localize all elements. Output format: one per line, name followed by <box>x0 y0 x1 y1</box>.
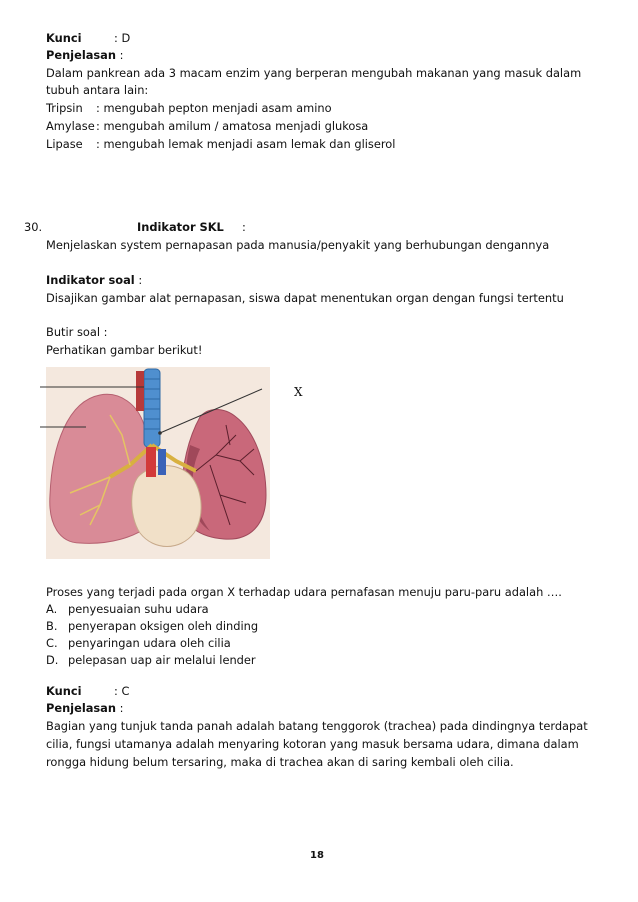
skl-colon: : <box>242 220 246 234</box>
kunci-line <box>46 684 129 698</box>
soal-line <box>46 273 142 287</box>
penjelasan-colon: : <box>115 701 124 715</box>
option-letter: C. <box>46 636 58 650</box>
penjelasan-colon: : <box>115 48 124 62</box>
soal-colon: : <box>138 273 143 287</box>
enzyme-desc: : mengubah amilum / amatosa menjadi glukosa <box>96 119 369 133</box>
option-c <box>46 636 231 650</box>
arrow-dot <box>158 431 162 435</box>
penjelasan-line <box>46 701 123 715</box>
option-text: penyesuaian suhu udara <box>68 602 209 616</box>
explanation-line: cilia, fungsi utamanya adalah menyaring kotoran yang masuk bersama udara, dimana dalam <box>46 737 579 751</box>
enzyme-row <box>46 119 368 133</box>
enzyme-desc: : mengubah pepton menjadi asam amino <box>96 101 332 115</box>
page-number: 18 <box>310 850 324 861</box>
skl-label: Indikator SKL <box>137 220 224 234</box>
penjelasan-label: Penjelasan <box>46 48 116 62</box>
option-a <box>46 602 209 616</box>
explanation-line: Bagian yang tunjuk tanda panah adalah batang tenggorok (trachea) pada dindingnya terdapat <box>46 719 588 733</box>
diagram-label-x: X <box>294 385 303 399</box>
explanation-line: rongga hidung belum tersaring, maka di trachea akan di saring kembali oleh cilia. <box>46 755 514 769</box>
question-text: Proses yang terjadi pada organ X terhadap udara pernafasan menuju paru-paru adalah …. <box>46 585 562 599</box>
enzyme-desc: : mengubah lemak menjadi asam lemak dan gliserol <box>96 137 396 151</box>
artery <box>136 371 144 411</box>
lungs-diagram <box>40 365 300 565</box>
option-letter: B. <box>46 619 58 633</box>
heart <box>132 466 201 547</box>
enzyme-name: Tripsin <box>46 101 83 115</box>
option-b <box>46 619 258 633</box>
soal-text: Disajikan gambar alat pernapasan, siswa dapat menentukan organ dengan fungsi tertentu <box>46 291 564 305</box>
option-d <box>46 653 256 667</box>
paragraph-line: Dalam pankrean ada 3 macam enzim yang berperan mengubah makanan yang masuk dalam <box>46 66 582 80</box>
kunci-value: : D <box>114 31 131 45</box>
option-text: penyaringan udara oleh cilia <box>68 636 231 650</box>
enzyme-name: Lipase <box>46 137 83 151</box>
trachea <box>144 369 160 447</box>
skl-text: Menjelaskan system pernapasan pada manusia/penyakit yang berhubungan dengannya <box>46 238 550 252</box>
soal-label: Indikator soal <box>46 273 135 287</box>
option-text: pelepasan uap air melalui lender <box>68 653 256 667</box>
penjelasan-label: Penjelasan <box>46 701 116 715</box>
kunci-value: : C <box>114 684 130 698</box>
question-number: 30. <box>24 220 43 234</box>
vena-cava <box>158 449 166 475</box>
penjelasan-line <box>46 48 123 62</box>
kunci-line <box>46 31 130 45</box>
enzyme-name: Amylase <box>46 119 95 133</box>
option-letter: A. <box>46 602 58 616</box>
kunci-label: Kunci <box>46 31 82 45</box>
instruction: Perhatikan gambar berikut! <box>46 343 203 357</box>
paragraph-line: tubuh antara lain: <box>46 83 149 97</box>
kunci-label: Kunci <box>46 684 82 698</box>
enzyme-row <box>46 101 332 115</box>
aorta <box>146 447 156 477</box>
option-text: penyerapan oksigen oleh dinding <box>68 619 259 633</box>
butir-label: Butir soal : <box>46 325 108 339</box>
option-letter: D. <box>46 653 59 667</box>
enzyme-row <box>46 137 395 151</box>
